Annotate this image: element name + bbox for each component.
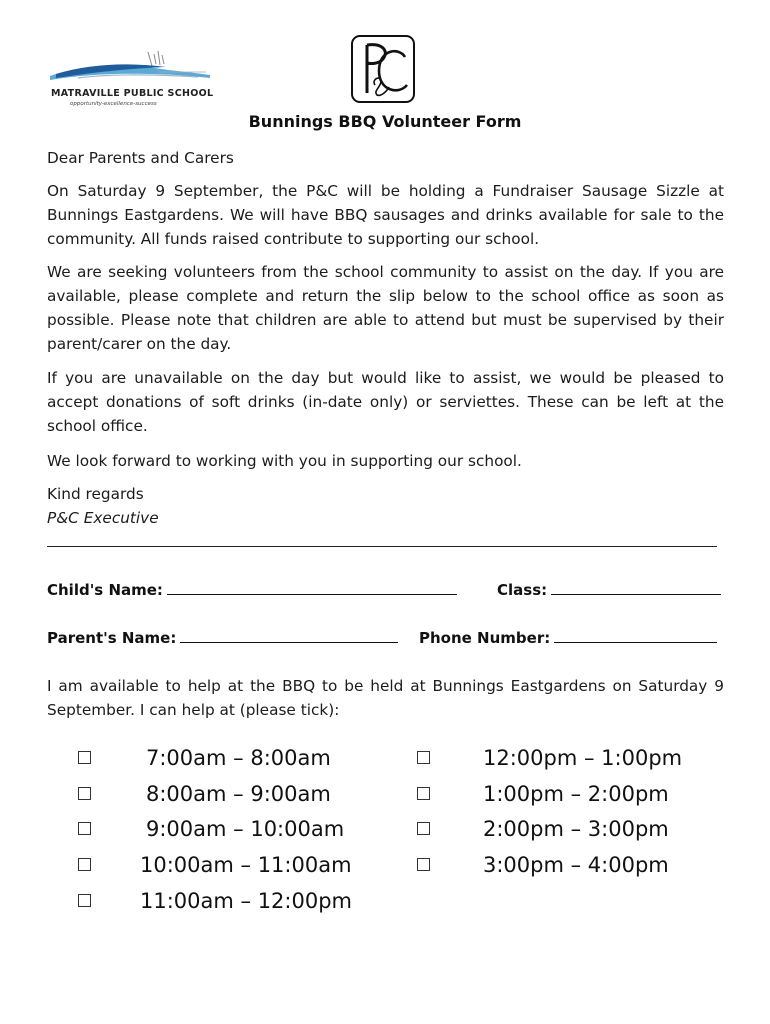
checkbox-icon[interactable] <box>78 751 91 764</box>
checkbox-icon[interactable] <box>417 858 430 871</box>
time-slot-label: 12:00pm – 1:00pm <box>483 746 683 770</box>
school-logo <box>48 48 213 110</box>
time-slot <box>78 889 398 919</box>
time-slot <box>417 746 737 776</box>
availability-text: I am available to help at the BBQ to be held at Bunnings Eastgardens on Saturday 9 September. I can help at (please tick): <box>47 677 724 719</box>
signature: P&C Executive <box>47 509 159 527</box>
pc-monogram-graphic <box>353 37 412 100</box>
time-slot <box>78 817 398 847</box>
class-label: Class: <box>497 581 548 599</box>
time-slot-label: 9:00am – 10:00am <box>146 817 345 841</box>
parent-name-field <box>47 628 398 647</box>
school-logo-graphic <box>48 48 213 88</box>
greeting: Dear Parents and Carers <box>47 149 234 167</box>
child-name-label: Child's Name: <box>47 581 163 599</box>
paragraph-volunteers: We are seeking volunteers from the school community to assist on the day. If you are available, please complete and return the slip below to the school office as soon as possible. Please note that children are able to attend but must be supervised by their parent/carer on the day. <box>47 263 724 353</box>
time-slot-label: 1:00pm – 2:00pm <box>483 782 669 806</box>
paragraph-closing: We look forward to working with you in supporting our school. <box>47 452 522 470</box>
time-slot <box>417 817 737 847</box>
time-slot-label: 10:00am – 11:00am <box>140 853 352 877</box>
parent-name-input[interactable] <box>180 628 398 643</box>
pc-logo <box>351 35 415 103</box>
class-input[interactable] <box>551 580 721 595</box>
child-name-input[interactable] <box>167 580 457 595</box>
time-slot-label: 2:00pm – 3:00pm <box>483 817 669 841</box>
school-motto: opportunity-excellence-success <box>70 101 157 107</box>
closing: Kind regards <box>47 485 144 503</box>
checkbox-icon[interactable] <box>78 894 91 907</box>
time-slot <box>78 746 398 776</box>
time-slot <box>78 853 398 883</box>
phone-field <box>419 628 717 647</box>
paragraph-event: On Saturday 9 September, the P&C will be holding a Fundraiser Sausage Sizzle at Bunnings Eastgardens. We will have BBQ sausages and drinks available for sale to the community. All funds raised contribute to supporting our school. <box>47 182 724 248</box>
time-slot-label: 8:00am – 9:00am <box>146 782 331 806</box>
time-slot-label: 3:00pm – 4:00pm <box>483 853 669 877</box>
checkbox-icon[interactable] <box>78 858 91 871</box>
phone-label: Phone Number: <box>419 629 551 647</box>
time-slot <box>417 853 737 883</box>
checkbox-icon[interactable] <box>417 787 430 800</box>
cut-line <box>47 546 717 547</box>
time-slot <box>78 782 398 812</box>
time-slot <box>417 782 737 812</box>
parent-name-label: Parent's Name: <box>47 629 177 647</box>
time-slot-label: 7:00am – 8:00am <box>146 746 331 770</box>
time-slot-label: 11:00am – 12:00pm <box>140 889 352 913</box>
phone-input[interactable] <box>554 628 717 643</box>
form-title: Bunnings BBQ Volunteer Form <box>248 112 522 131</box>
checkbox-icon[interactable] <box>417 751 430 764</box>
school-name: MATRAVILLE PUBLIC SCHOOL <box>51 88 214 99</box>
child-name-field <box>47 580 457 599</box>
checkbox-icon[interactable] <box>78 822 91 835</box>
checkbox-icon[interactable] <box>417 822 430 835</box>
class-field <box>497 580 721 599</box>
checkbox-icon[interactable] <box>78 787 91 800</box>
paragraph-donations: If you are unavailable on the day but would like to assist, we would be pleased to accept donations of soft drinks (in-date only) or serviettes. These can be left at the school office. <box>47 369 724 435</box>
